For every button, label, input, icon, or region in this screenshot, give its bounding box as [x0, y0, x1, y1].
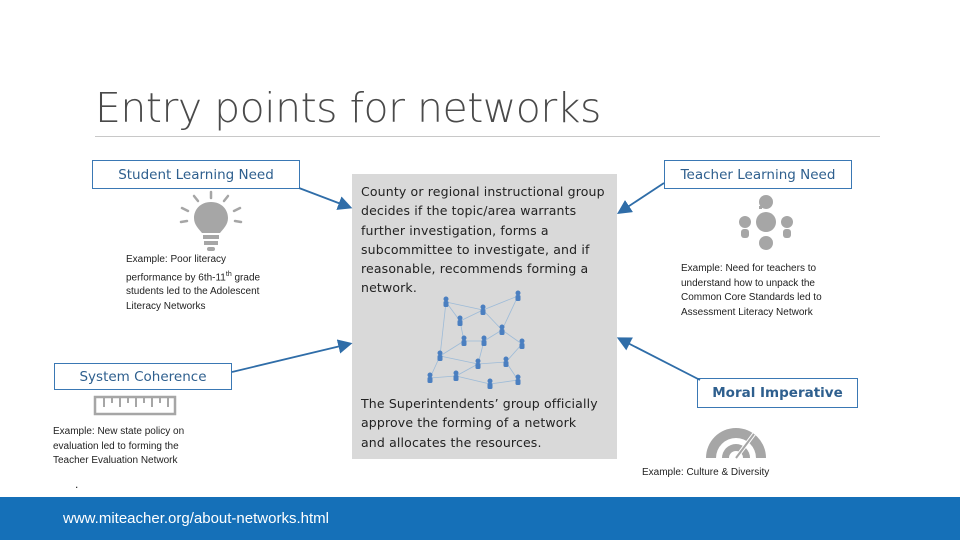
arrow-student-to-panel [299, 188, 349, 207]
panel-bottom-text: The Superintendents’ group officially approve the forming of a network and allocates the resources. [361, 396, 598, 450]
teacher-example-text: Example: Need for teachers to understand how to unpack the Common Core Standards led to Assessment Literacy Network [681, 263, 822, 318]
moral-imperative-box: Moral Imperative [697, 378, 858, 408]
slide-title: Entry points for networks [95, 84, 601, 132]
footer-link[interactable]: www.miteacher.org/about-networks.html [63, 510, 329, 527]
panel-top-text: County or regional instructional group decides if the topic/area warrants further investigation, forms a subcommittee to investigate, and if reasonable, recommends forming a network. [361, 184, 605, 296]
arrow-teacher-to-panel [620, 183, 664, 212]
moral-example-text: Example: Culture & Diversity [642, 467, 770, 478]
system-coherence-box: System Coherence [54, 363, 232, 390]
stray-dot: . [75, 477, 79, 491]
arrow-system-to-panel [232, 344, 349, 372]
student-example-text: Example: Poor literacy performance by 6th-11th grade students led to the Adolescent Literacy Networks [126, 254, 261, 312]
system-example-text: Example: New state policy on evaluation led to forming the Teacher Evaluation Network [53, 426, 185, 466]
arrow-moral-to-panel [620, 339, 700, 380]
teacher-learning-need-box: Teacher Learning Need [664, 160, 852, 189]
student-learning-need-box: Student Learning Need [92, 160, 300, 189]
